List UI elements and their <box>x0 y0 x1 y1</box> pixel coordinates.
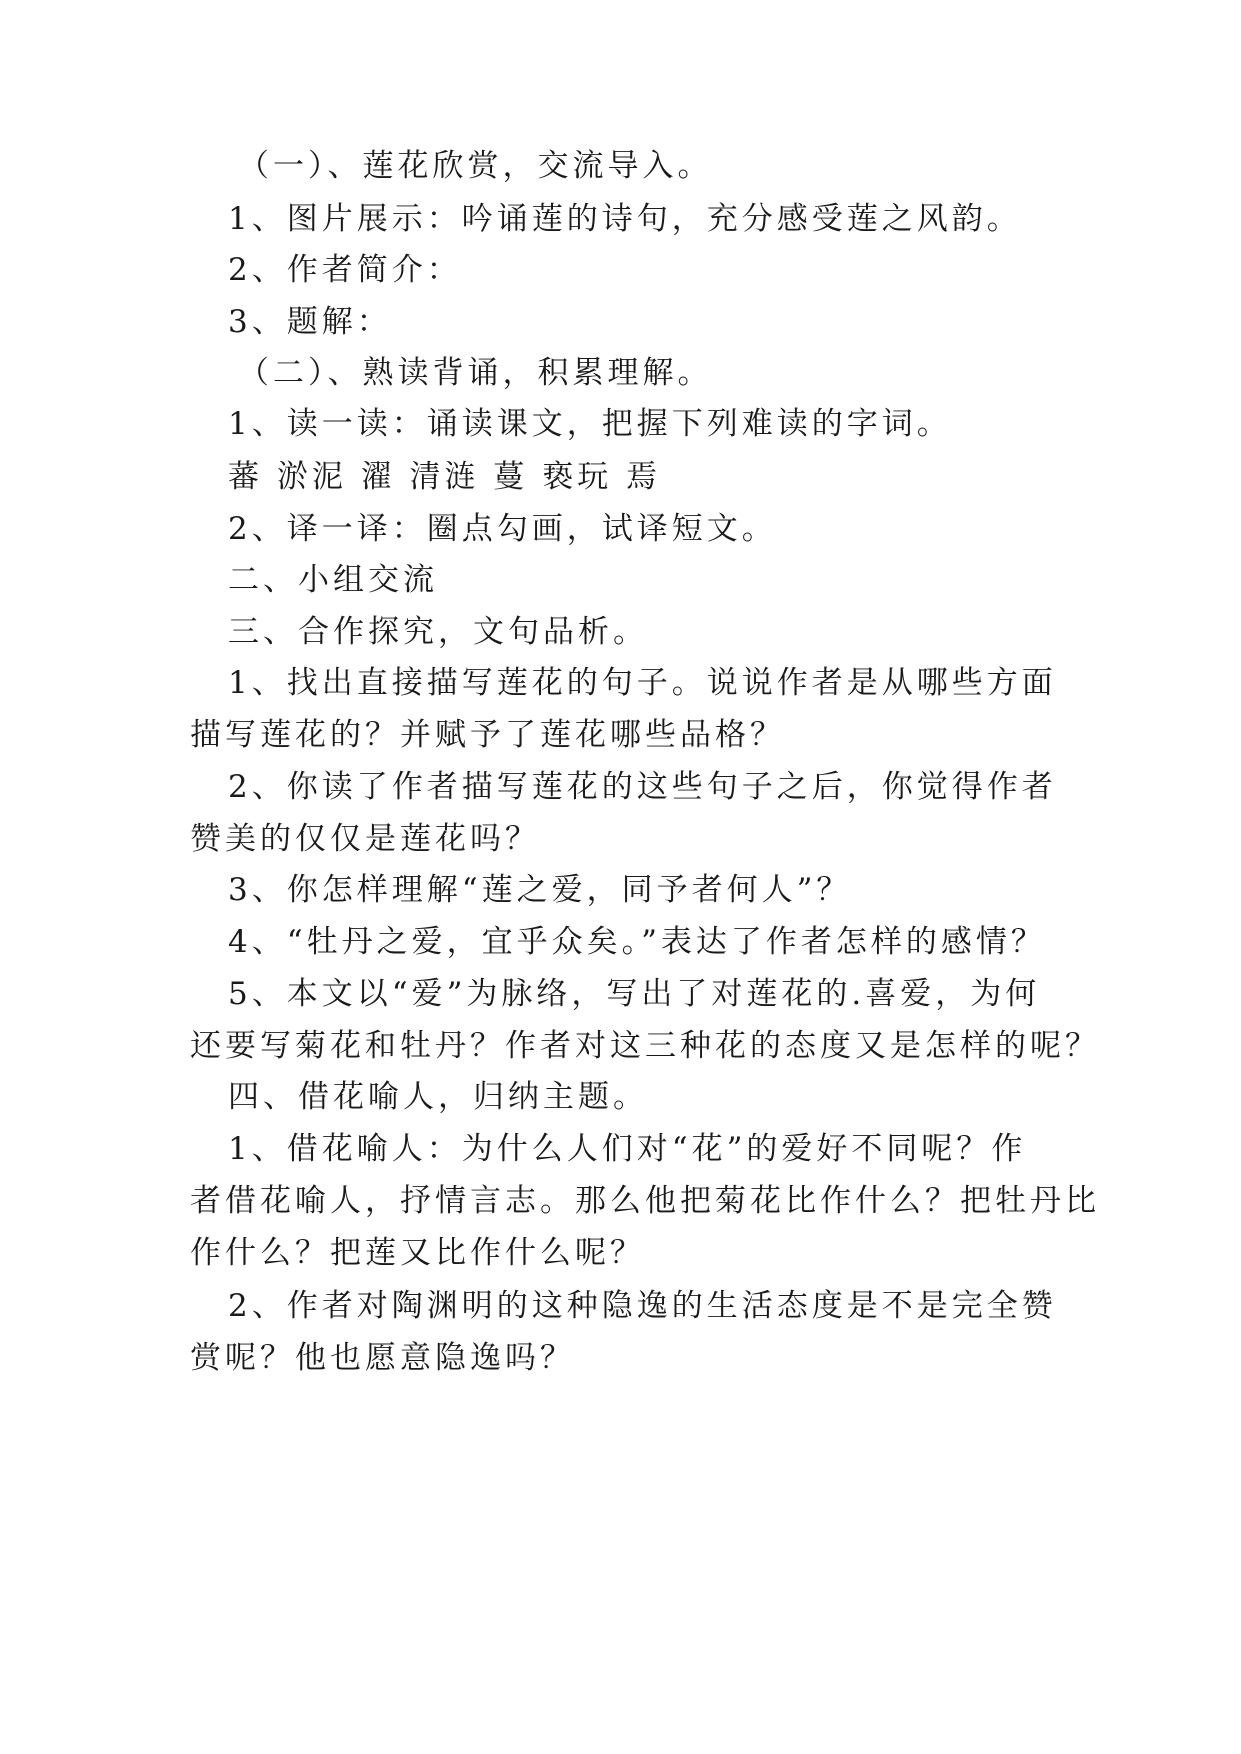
paragraph-line: 作什么？把莲又比作什么呢？ <box>190 1235 645 1271</box>
paragraph-line: 1、借花喻人：为什么人们对“花”的爱好不同呢？作 <box>228 1131 1027 1167</box>
paragraph-line: 4、“牡丹之爱，宜乎众矣。”表达了作者怎样的感情？ <box>228 924 1046 960</box>
paragraph-line: 赏呢？他也愿意隐逸吗？ <box>190 1340 575 1376</box>
paragraph-line: 者借花喻人，抒情言志。那么他把菊花比作什么？把牡丹比 <box>190 1183 1100 1219</box>
paragraph <box>190 296 1070 348</box>
paragraph-line: 蕃 淤泥 濯 清涟 蔓 亵玩 焉 <box>228 459 662 495</box>
paragraph <box>190 1123 1100 1279</box>
paragraph <box>190 244 1070 296</box>
paragraph-line: 1、找出直接描写莲花的句子。说说作者是从哪些方面 <box>228 665 1057 701</box>
paragraph <box>190 606 1070 658</box>
paragraph <box>190 657 1070 761</box>
paragraph <box>190 1071 1070 1123</box>
paragraph-line: 1、读一读：诵读课文，把握下列难读的字词。 <box>228 406 952 442</box>
paragraph <box>190 503 1070 555</box>
paragraph-line: （一）、莲花欣赏，交流导入。 <box>238 148 713 184</box>
paragraph-line: （二）、熟读背诵，积累理解。 <box>238 355 713 391</box>
paragraph-line: 二、小组交流 <box>228 562 438 598</box>
paragraph-line: 5、本文以“爱”为脉络，写出了对莲花的.喜爱，为何 <box>228 976 1041 1012</box>
paragraph <box>190 193 1070 245</box>
paragraph <box>190 347 1070 399</box>
paragraph <box>190 451 1070 503</box>
paragraph-line: 2、作者简介： <box>228 252 462 288</box>
paragraph-line: 四、借花喻人，归纳主题。 <box>228 1079 648 1115</box>
paragraph-line: 2、作者对陶渊明的这种隐逸的生活态度是不是完全赞 <box>228 1288 1057 1324</box>
paragraph-line: 三、合作探究，文句品析。 <box>228 614 648 650</box>
paragraph <box>190 554 1070 606</box>
paragraph-line: 描写莲花的？并赋予了莲花哪些品格？ <box>190 717 785 753</box>
paragraph-line: 还要写菊花和牡丹？作者对这三种花的态度又是怎样的呢？ <box>190 1028 1100 1064</box>
paragraph <box>190 968 1100 1072</box>
paragraph-line: 2、你读了作者描写莲花的这些句子之后，你觉得作者 <box>228 769 1057 805</box>
paragraph <box>190 140 1070 192</box>
paragraph-line: 1、图片展示：吟诵莲的诗句，充分感受莲之风韵。 <box>228 201 1022 237</box>
paragraph <box>190 1280 1070 1384</box>
paragraph-line: 2、译一译：圈点勾画，试译短文。 <box>228 511 777 547</box>
paragraph <box>190 398 1070 450</box>
paragraph <box>190 916 1070 968</box>
paragraph <box>190 761 1070 865</box>
paragraph-line: 3、题解： <box>228 304 392 340</box>
paragraph-line: 3、你怎样理解“莲之爱，同予者何人”？ <box>228 872 852 908</box>
paragraph <box>190 864 1070 916</box>
paragraph-line: 赞美的仅仅是莲花吗？ <box>190 821 540 857</box>
